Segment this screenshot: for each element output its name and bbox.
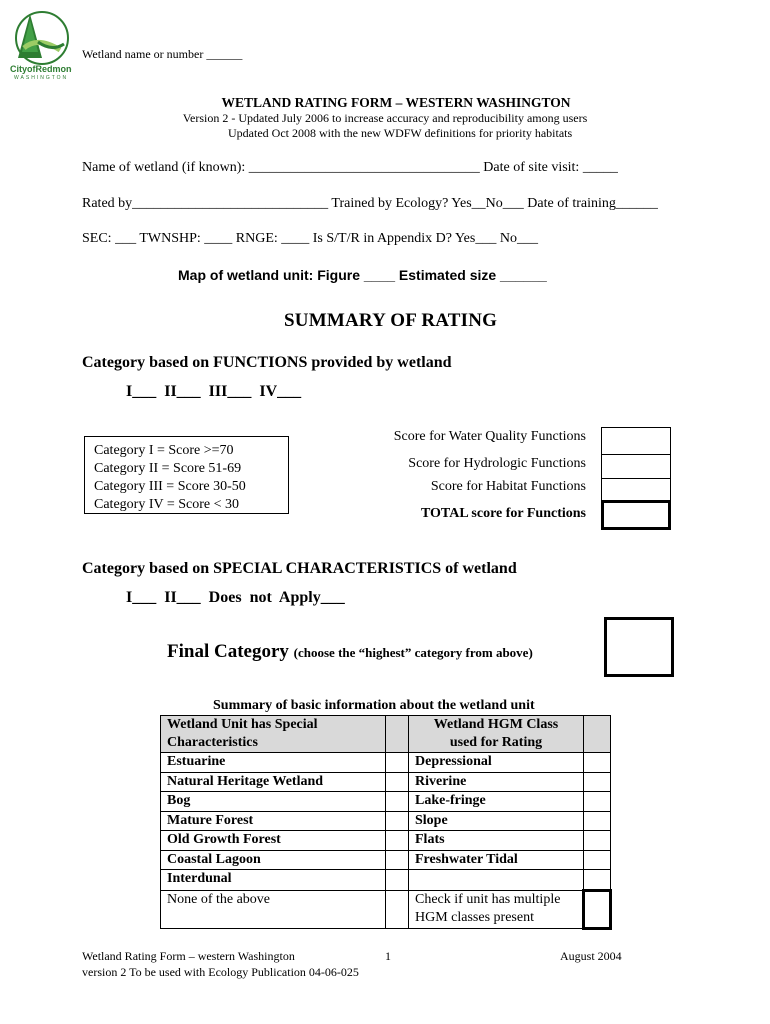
summary-heading: SUMMARY OF RATING bbox=[284, 310, 498, 331]
functions-category-options[interactable]: I___ II___ III___ IV___ bbox=[126, 383, 302, 400]
info-table-caption: Summary of basic information about the wetland unit bbox=[213, 698, 535, 713]
none-checkbox[interactable] bbox=[386, 890, 409, 928]
wetland-info-table bbox=[160, 715, 612, 930]
hgm-checkbox[interactable] bbox=[584, 792, 611, 812]
total-score-label: TOTAL score for Functions bbox=[420, 506, 586, 521]
rated-by-field[interactable]: Rated by____________________________ Trained by Ecology? Yes__No___ Date of training______ bbox=[82, 196, 658, 211]
hgm-class: Freshwater Tidal bbox=[409, 850, 584, 870]
version-line-1: Version 2 - Updated July 2006 to increase accuracy and reproducibility among users bbox=[182, 111, 588, 125]
table-header-row bbox=[161, 716, 611, 753]
hydrologic-score-box[interactable] bbox=[601, 454, 671, 479]
hgm-class bbox=[409, 870, 584, 891]
final-category-label bbox=[167, 641, 533, 663]
category-range: Category IV = Score < 30 bbox=[94, 497, 240, 512]
special-checkbox[interactable] bbox=[386, 772, 409, 792]
functions-heading: Category based on FUNCTIONS provided by wetland bbox=[82, 354, 452, 371]
hydrologic-score-label: Score for Hydrologic Functions bbox=[408, 456, 586, 471]
habitat-score-label: Score for Habitat Functions bbox=[430, 479, 586, 494]
multiple-hgm-label: Check if unit has multiple HGM classes present bbox=[409, 890, 584, 928]
special-checkbox[interactable] bbox=[386, 831, 409, 851]
hgm-checkbox[interactable] bbox=[584, 850, 611, 870]
category-range: Category III = Score 30-50 bbox=[94, 479, 246, 494]
city-of-redmond-logo bbox=[8, 8, 72, 80]
table-row bbox=[161, 811, 611, 831]
svg-text:CityofRedmond: CityofRedmond bbox=[10, 64, 72, 74]
habitat-score-box[interactable] bbox=[601, 478, 671, 502]
hgm-checkbox[interactable] bbox=[584, 772, 611, 792]
hgm-class: Riverine bbox=[409, 772, 584, 792]
special-characteristics-heading: Category based on SPECIAL CHARACTERISTICS of wetland bbox=[82, 560, 517, 577]
special-category-options[interactable]: I___ II___ Does not Apply___ bbox=[126, 589, 345, 606]
special-checkbox[interactable] bbox=[386, 753, 409, 773]
table-row bbox=[161, 831, 611, 851]
special-checkbox[interactable] bbox=[386, 792, 409, 812]
form-title: WETLAND RATING FORM – WESTERN WASHINGTON bbox=[221, 95, 571, 110]
special-checkbox[interactable] bbox=[386, 811, 409, 831]
special-checkbox[interactable] bbox=[386, 850, 409, 870]
multiple-hgm-checkbox[interactable] bbox=[584, 890, 611, 928]
wetland-name-field[interactable]: Wetland name or number ______ bbox=[82, 47, 243, 61]
none-of-above: None of the above bbox=[161, 890, 386, 928]
special-characteristic: Estuarine bbox=[161, 753, 386, 773]
category-range: Category II = Score 51-69 bbox=[94, 461, 242, 476]
final-category-title: Final Category bbox=[167, 641, 289, 662]
special-characteristic: Natural Heritage Wetland bbox=[161, 772, 386, 792]
hgm-checkbox[interactable] bbox=[584, 753, 611, 773]
table-row bbox=[161, 792, 611, 812]
version-line-2: Updated Oct 2008 with the new WDFW definitions for priority habitats bbox=[228, 126, 573, 140]
special-characteristic: Old Growth Forest bbox=[161, 831, 386, 851]
map-size-field[interactable]: Map of wetland unit: Figure ____ Estimated size ______ bbox=[178, 267, 547, 283]
footer-page-number: 1 bbox=[385, 949, 391, 963]
name-date-field[interactable]: Name of wetland (if known): _________________________________ Date of site visit: _____ bbox=[82, 160, 618, 175]
total-score-box[interactable] bbox=[601, 500, 671, 530]
header-special-characteristics: Wetland Unit has Special Characteristics bbox=[161, 716, 386, 753]
header-hgm-class: Wetland HGM Class used for Rating bbox=[409, 716, 584, 753]
hgm-class: Slope bbox=[409, 811, 584, 831]
hgm-checkbox[interactable] bbox=[584, 811, 611, 831]
footer-form-name: Wetland Rating Form – western Washington bbox=[82, 949, 295, 963]
special-characteristic: Bog bbox=[161, 792, 386, 812]
header-checkbox-col bbox=[584, 716, 611, 753]
final-category-box[interactable] bbox=[604, 617, 674, 677]
hgm-class: Lake-fringe bbox=[409, 792, 584, 812]
hgm-checkbox[interactable] bbox=[584, 870, 611, 891]
footer-version: version 2 To be used with Ecology Publication 04-06-025 bbox=[82, 965, 359, 979]
special-characteristic: Coastal Lagoon bbox=[161, 850, 386, 870]
table-row bbox=[161, 850, 611, 870]
final-category-note: (choose the “highest” category from above) bbox=[293, 645, 533, 660]
water-quality-score-box[interactable] bbox=[601, 427, 671, 455]
water-quality-score-label: Score for Water Quality Functions bbox=[393, 429, 586, 444]
hgm-class: Flats bbox=[409, 831, 584, 851]
special-checkbox[interactable] bbox=[386, 870, 409, 891]
header-checkbox-col bbox=[386, 716, 409, 753]
table-row bbox=[161, 772, 611, 792]
table-row bbox=[161, 753, 611, 773]
svg-text:WASHINGTON: WASHINGTON bbox=[14, 75, 69, 80]
special-characteristic: Interdunal bbox=[161, 870, 386, 891]
sec-twnshp-field[interactable]: SEC: ___ TWNSHP: ____ RNGE: ____ Is S/T/R in Appendix D? Yes___ No___ bbox=[82, 231, 538, 246]
category-ranges-box bbox=[84, 436, 289, 514]
hgm-checkbox[interactable] bbox=[584, 831, 611, 851]
table-row bbox=[161, 890, 611, 928]
category-range: Category I = Score >=70 bbox=[94, 443, 234, 458]
special-characteristic: Mature Forest bbox=[161, 811, 386, 831]
table-row bbox=[161, 870, 611, 891]
hgm-class: Depressional bbox=[409, 753, 584, 773]
footer-date: August 2004 bbox=[560, 949, 622, 963]
